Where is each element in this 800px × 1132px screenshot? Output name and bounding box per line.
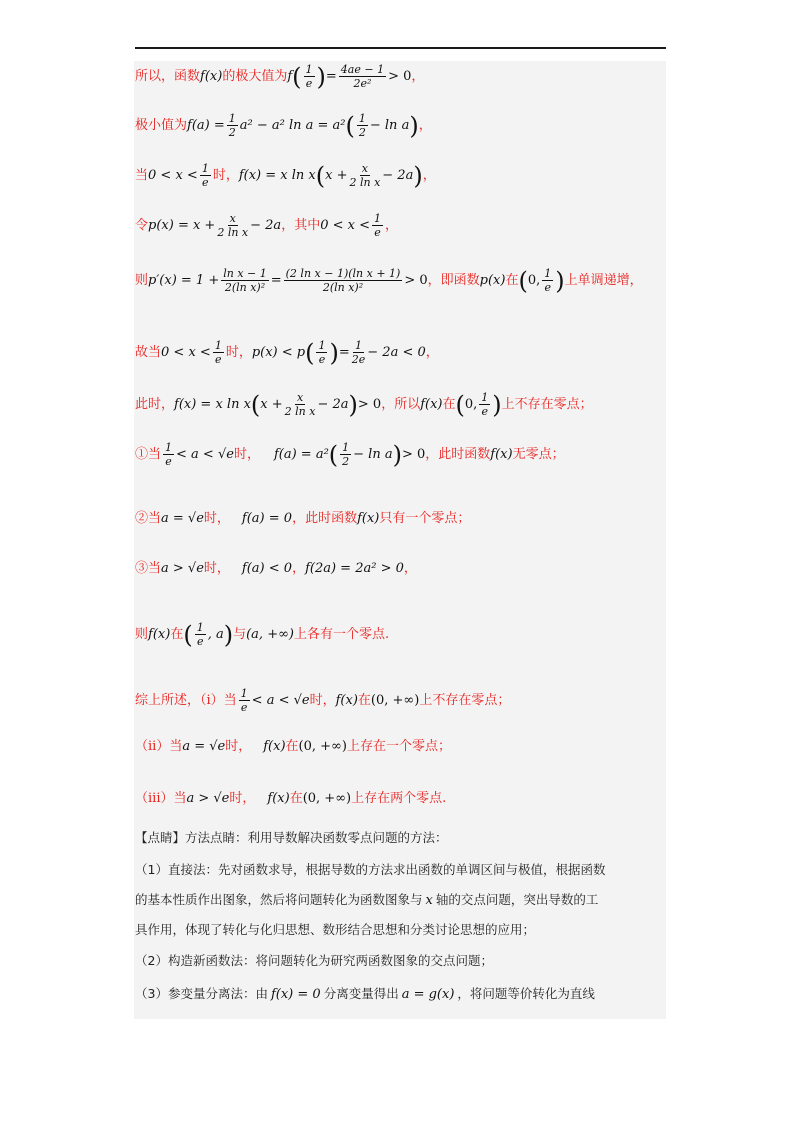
formula: f(a) =: [187, 118, 225, 133]
paren: (: [518, 266, 528, 295]
denominator: e: [165, 455, 172, 468]
formula: f(x): [148, 627, 171, 642]
formula: 0 < x <: [320, 218, 370, 233]
formula: − 2a: [317, 397, 349, 412]
text: 综上所述，（i）当: [135, 693, 237, 708]
paren: ): [329, 338, 339, 367]
header-rule: [135, 47, 666, 49]
text: ①当: [135, 447, 162, 462]
text: 当: [135, 168, 149, 183]
formula: > 0: [401, 447, 426, 462]
denominator: e: [196, 635, 204, 648]
text: 在: [505, 273, 519, 288]
text: ，: [422, 168, 436, 183]
text: 则: [135, 273, 149, 288]
denominator: e: [481, 405, 489, 418]
text: 分离变量得出: [323, 986, 399, 1002]
fraction: [372, 213, 383, 238]
formula: =: [338, 345, 350, 360]
text: 则: [135, 627, 149, 642]
paren: (: [328, 440, 339, 469]
formula: − ln a: [353, 447, 393, 462]
text: ，: [418, 118, 432, 133]
numerator: 1: [358, 112, 366, 125]
paren: ): [413, 161, 423, 190]
text: 时，: [309, 693, 336, 708]
denominator: e: [240, 701, 248, 714]
formula: p(x) < p: [251, 345, 306, 360]
text: 故当: [135, 345, 162, 360]
formula: − 2a < 0: [367, 345, 426, 360]
paren: (: [315, 161, 326, 190]
fraction: [195, 622, 206, 647]
denominator: e: [215, 353, 222, 366]
numerator: 1: [342, 441, 350, 454]
denominator: 2e: [351, 353, 366, 366]
text: 时，: [229, 791, 256, 806]
formula: a = √e: [161, 511, 204, 526]
paren: (: [305, 338, 315, 367]
text: 上不存在零点；: [501, 397, 593, 412]
formula: f(x): [357, 511, 380, 526]
formula: − 2a: [382, 168, 414, 183]
formula: 0 < x <: [148, 168, 198, 183]
text: ，此时函数: [292, 511, 358, 526]
fraction: [316, 340, 327, 365]
denominator: e: [202, 176, 209, 189]
formula: a² − a² ln a = a²: [239, 118, 346, 133]
text: 时，: [233, 447, 260, 462]
paren: (: [292, 62, 302, 91]
text: ，: [403, 561, 417, 576]
numerator: 1: [374, 212, 381, 225]
denominator: 2 ln x: [349, 176, 381, 189]
line-summary-3: [135, 792, 446, 805]
note-method-1: （1）直接法：先对函数求导，根据导数的方法求出函数的单调区间与极值，根据函数: [135, 862, 606, 877]
fraction: [200, 163, 211, 188]
formula: f(x): [263, 739, 286, 754]
text: （ii）当: [135, 739, 183, 754]
fraction: [213, 340, 224, 365]
text: 极小值为: [135, 118, 188, 133]
text: 时，: [203, 561, 230, 576]
text: ，将问题等价转化为直线: [457, 986, 595, 1002]
text: ②当: [135, 511, 162, 526]
text: ，即函数: [427, 273, 480, 288]
formula: a = √e: [182, 739, 226, 754]
fraction: [479, 392, 490, 417]
formula: > 0: [404, 273, 428, 288]
text: 此时，: [135, 397, 175, 412]
text: 在: [285, 739, 299, 754]
numerator: 1: [228, 112, 236, 125]
fraction: [304, 64, 315, 89]
line-derivative: [135, 268, 643, 293]
denominator: e: [305, 77, 313, 90]
fraction: [349, 163, 380, 188]
text: ，此时函数: [425, 447, 491, 462]
fraction: [339, 64, 386, 89]
denominator: 2e²: [353, 77, 372, 90]
formula: f(2a) = 2a² > 0: [305, 561, 404, 576]
note-method-1-end: 具作用，体现了转化与化归思想、数形结合思想和分类讨论思想的应用；: [135, 922, 536, 937]
formula: f(x): [267, 791, 290, 806]
note-method-2: （2）构造新函数法：将问题转化为研究两函数图象的交点问题；: [135, 953, 493, 968]
formula: f(x) = 0: [270, 987, 321, 1002]
text: 上存在一个零点；: [346, 739, 451, 754]
text: 的极大值为: [222, 69, 288, 84]
text: 令: [135, 218, 149, 233]
line-case-interval: [135, 163, 436, 188]
formula: > 0: [388, 69, 412, 84]
text: 上单调递增，: [564, 273, 643, 288]
text: 时，: [225, 345, 252, 360]
formula: f(a) = 0: [241, 511, 293, 526]
text: （3）参变量分离法：由: [135, 986, 268, 1002]
fraction: [284, 268, 403, 293]
text: 的基本性质作出图象，然后将问题转化为函数图象与: [135, 892, 423, 908]
denominator: e: [544, 281, 551, 294]
denominator: 2(ln x)²: [224, 281, 266, 294]
denominator: 2: [358, 126, 366, 139]
line-no-zero: [135, 392, 593, 417]
formula: p(x) = x +: [148, 218, 216, 233]
formula: a > √e: [161, 561, 204, 576]
paren: ): [492, 390, 502, 419]
formula: < a < √e: [251, 693, 310, 708]
formula: x +: [260, 397, 283, 412]
denominator: 2: [342, 455, 350, 468]
formula: (0, +∞): [370, 693, 420, 708]
formula: 0,: [464, 397, 478, 412]
fraction: [352, 340, 366, 365]
text: （iii）当: [135, 791, 187, 806]
formula: f: [287, 69, 293, 84]
numerator: 4ae − 1: [340, 63, 385, 76]
numerator: 1: [196, 621, 204, 634]
paren: (: [345, 111, 355, 140]
formula: p′(x) = 1 +: [148, 273, 220, 288]
numerator: 1: [355, 339, 363, 352]
line-case-3: [135, 562, 417, 575]
formula: f(x) = x ln x: [238, 168, 316, 183]
numerator: 1: [165, 441, 173, 454]
line-p-negative: [135, 340, 439, 365]
formula: f(x) = x ln x: [174, 397, 251, 412]
text: 在: [357, 693, 371, 708]
formula: < a < √e: [176, 447, 234, 462]
paren: (: [250, 390, 261, 419]
paren: ): [409, 111, 419, 140]
text: ③当: [135, 561, 162, 576]
line-case-1: [135, 442, 565, 467]
text: 在: [170, 627, 184, 642]
paren: ): [316, 62, 326, 91]
formula: f(x): [335, 693, 358, 708]
paren: (: [183, 620, 193, 649]
note-heading: 【点睛】方法点睛：利用导数解决函数零点问题的方法：: [135, 830, 448, 845]
formula: (a, +∞): [246, 627, 294, 642]
text: ，: [292, 561, 306, 576]
numerator: 1: [318, 339, 326, 352]
formula: f(a) < 0: [241, 561, 293, 576]
fraction: [239, 688, 250, 713]
numerator: ln x − 1: [223, 267, 267, 280]
text: 上存在两个零点.: [351, 791, 447, 806]
text: 在: [289, 791, 303, 806]
formula: x +: [325, 168, 348, 183]
formula: p(x): [479, 273, 506, 288]
fraction: [163, 442, 174, 467]
fraction: [542, 268, 553, 293]
numerator: 1: [544, 267, 552, 280]
formula: x: [425, 893, 433, 908]
numerator: 1: [481, 391, 489, 404]
numerator: x: [229, 212, 236, 225]
denominator: e: [374, 226, 381, 239]
line-define-p: [135, 213, 398, 238]
denominator: e: [318, 353, 326, 366]
formula: a = g(x): [401, 987, 455, 1002]
text: 无零点；: [512, 447, 565, 462]
denominator: 2(ln x)²: [322, 281, 364, 294]
numerator: 1: [214, 339, 222, 352]
numerator: (2 ln x − 1)(ln x + 1): [285, 267, 401, 280]
line-case-2: [135, 512, 470, 525]
paren: (: [455, 390, 465, 419]
fraction: [217, 213, 248, 238]
numerator: x: [361, 162, 368, 175]
numerator: 1: [240, 687, 248, 700]
formula: , a: [207, 627, 224, 642]
formula: > 0: [357, 397, 382, 412]
denominator: 2: [228, 126, 236, 139]
fraction: [221, 268, 269, 293]
formula: a > √e: [186, 791, 230, 806]
formula: (0, +∞): [298, 739, 347, 754]
numerator: 1: [305, 63, 313, 76]
formula: 0,: [527, 273, 541, 288]
text: 上不存在零点；: [419, 693, 511, 708]
text: ，: [411, 69, 425, 84]
formula: (0, +∞): [302, 791, 352, 806]
formula: f(a) = a²: [273, 447, 329, 462]
paren: ): [555, 266, 565, 295]
fraction: [285, 392, 316, 417]
fraction: [340, 442, 351, 467]
formula: 0 < x <: [161, 345, 211, 360]
formula: f(x): [200, 69, 223, 84]
numerator: x: [296, 391, 304, 404]
text: 时，: [212, 168, 239, 183]
text: ，: [385, 218, 399, 233]
line-two-intervals: [135, 622, 389, 647]
paren: ): [348, 390, 358, 419]
denominator: 2 ln x: [217, 226, 249, 239]
formula: − ln a: [369, 118, 410, 133]
denominator: 2 ln x: [284, 405, 316, 418]
note-method-3: [135, 988, 595, 1001]
text: ，所以: [381, 397, 421, 412]
text: ，: [425, 345, 439, 360]
text: 时，: [203, 511, 230, 526]
paren: ): [223, 620, 234, 649]
text: 与: [233, 627, 247, 642]
fraction: [227, 113, 238, 138]
line-max-value: [135, 64, 424, 89]
line-summary-1: [135, 688, 510, 713]
formula: =: [270, 273, 282, 288]
formula: f(x): [420, 397, 443, 412]
formula: − 2a: [250, 218, 282, 233]
text: 上各有一个零点.: [294, 627, 390, 642]
text: 在: [442, 397, 456, 412]
fraction: [357, 113, 368, 138]
text: ，其中: [281, 218, 321, 233]
note-method-1-cont: [135, 894, 598, 907]
paren: ): [392, 440, 402, 469]
text: 所以，函数: [135, 69, 201, 84]
text: 只有一个零点；: [379, 511, 471, 526]
line-min-value: [135, 113, 432, 138]
text: 时，: [225, 739, 252, 754]
text: 轴的交点问题，突出导数的工: [435, 892, 599, 908]
numerator: 1: [201, 162, 209, 175]
formula: =: [325, 69, 337, 84]
line-summary-2: [135, 740, 451, 753]
formula: f(x): [490, 447, 513, 462]
